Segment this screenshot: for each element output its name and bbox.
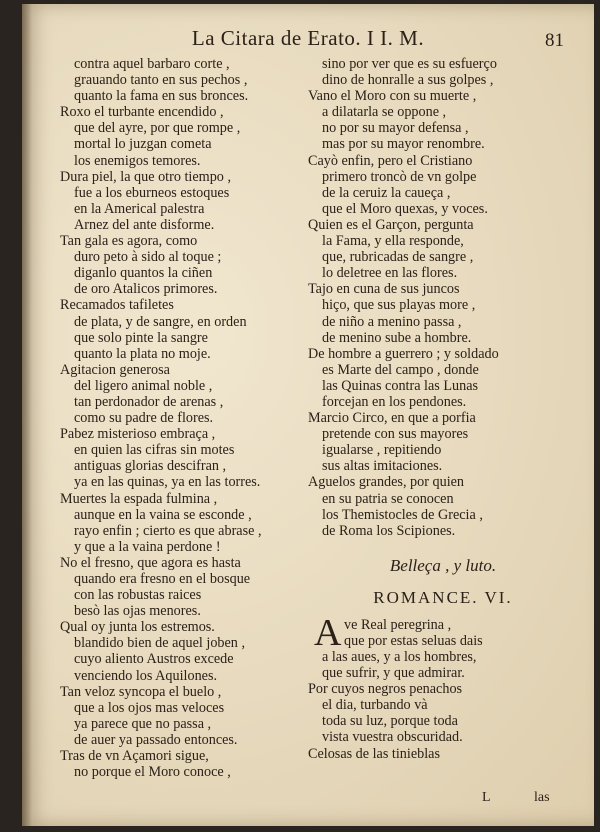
verse-line: y que a la vaina perdone ! [74, 538, 221, 555]
verse-line: las Quinas contra las Lunas [322, 377, 479, 394]
verse-line: ya parece que no passa , [74, 715, 212, 732]
verse-line: con las robustas raices [74, 587, 202, 604]
verse-line: que el Moro quexas, y voces. [322, 200, 488, 217]
verse-line: ya en las quinas, ya en las torres. [74, 474, 261, 491]
verse-line: como su padre de flores. [74, 410, 214, 427]
page-number: 81 [545, 30, 564, 51]
verse-line: aunque en la vaina se esconde , [74, 506, 252, 523]
verse-line: del ligero animal noble , [74, 377, 213, 394]
verse-line: que a los ojos mas veloces [74, 699, 225, 716]
verse-line: los Themistocles de Grecia , [322, 506, 483, 523]
verse-line: sino por ver que es su esfuerço [322, 56, 497, 72]
verse-line: ve Real peregrina , [344, 616, 452, 633]
verse-line: el dia, turbando và [322, 697, 428, 714]
verse-line: mortal lo juzgan cometa [74, 136, 212, 153]
verse-line: la Fama, y ella responde, [322, 233, 464, 250]
verse-line: de auer ya passado entonces. [74, 731, 238, 748]
verse-line: antiguas glorias descifran , [74, 458, 227, 475]
verse-line: que sufrir, y que admirar. [322, 665, 465, 682]
verse-line: De hombre a guerrero ; y soldado [308, 345, 499, 362]
book-page [22, 4, 594, 826]
dropcap-block [308, 611, 578, 654]
verse-line: Marcio Circo, en que a porfia [308, 410, 476, 427]
verse-line: cuyo aliento Austros excede [74, 651, 234, 668]
verse-line: vista vuestra obscuridad. [322, 729, 463, 746]
running-title: La Citara de Erato. I I. M. [191, 26, 425, 50]
verse-line: Aguelos grandes, por quien [308, 474, 465, 491]
right-column-verses [308, 56, 578, 539]
verse-line: en la Americal palestra [74, 200, 205, 217]
verse-line: primero troncò de vn golpe [322, 168, 477, 185]
verse-line: hiço, que sus playas more , [322, 297, 476, 314]
verse-line: tan perdonador de arenas , [74, 393, 224, 410]
verse-line: de oro Atalicos primores. [74, 281, 218, 298]
verse-line: a dilatarla se oppone , [322, 104, 447, 121]
verse-line: fue a los eburneos estoques [74, 184, 230, 201]
verse-line: de menino sube a hombre. [322, 329, 472, 346]
verse-line: Celosas de las tinieblas [308, 745, 440, 762]
verse-line: en su patria se conocen [322, 490, 454, 507]
verse-line: Por cuyos negros penachos [308, 681, 463, 698]
verse-line: toda su luz, porque toda [322, 713, 458, 730]
verse-line: Tajo en cuna de sus juncos [308, 281, 460, 298]
verse-line: forcejan en los pendones. [322, 393, 467, 410]
verse-line: pretende con sus mayores [322, 426, 469, 443]
verse-line: a las aues, y a los hombres, [322, 649, 477, 665]
verse-line: Dura piel, la que otro tiempo , [60, 168, 231, 185]
verse-line: Quien es el Garçon, pergunta [308, 216, 474, 233]
verse-line: que por estas seluas dais [344, 632, 483, 649]
verse-line: Tan veloz syncopa el buelo , [60, 683, 222, 700]
verse-line: que solo pinte la sangre [74, 329, 208, 346]
verse-line: venciendo los Aquilones. [74, 667, 218, 684]
verse-line: igualarse , repitiendo [322, 442, 442, 459]
verse-line: es Marte del campo , donde [322, 361, 479, 378]
verse-line: de niño a menino passa , [322, 313, 462, 330]
verse-line: No el fresno, que agora es hasta [60, 554, 241, 571]
verse-line: Agitacion generosa [60, 361, 170, 378]
verse-line: besò las ojas menores. [74, 603, 201, 620]
verse-line: mas por su mayor renombre. [322, 136, 485, 153]
verse-line: rayo enfin ; cierto es que abrase , [74, 522, 262, 539]
verse-line: Roxo el turbante encendido , [60, 104, 224, 121]
verse-line: de la ceruiz la caueça , [322, 184, 451, 201]
right-column-romance-verses [308, 649, 578, 762]
section-title: Belleça , y luto. [389, 555, 497, 575]
verse-line: lo deletree en las flores. [322, 265, 458, 282]
verse-line: Qual oy junta los estremos. [60, 619, 215, 636]
verse-line: grauando tanto en sus pechos , [74, 72, 248, 89]
verse-line: dino de honralle a sus golpes , [322, 72, 494, 89]
verse-line: Tras de vn Açamori sigue, [60, 748, 209, 765]
verse-line: en quien las cifras sin motes [74, 442, 235, 459]
verse-line: no porque el Moro conoce , [74, 764, 231, 781]
verse-line: Cayò enfin, pero el Cristiano [308, 152, 473, 169]
verse-line: diganlo quantos la ciñen [74, 265, 213, 282]
left-column [60, 56, 310, 780]
right-column [308, 56, 578, 762]
verse-line: Vano el Moro con su muerte , [308, 88, 477, 105]
verse-line: de plata, y de sangre, en orden [74, 313, 247, 330]
dropcap-letter: A [314, 611, 342, 654]
catchword: las [534, 790, 550, 805]
verse-line: los enemigos temores. [74, 152, 201, 169]
verse-line: Tan gala es agora, como [60, 233, 198, 250]
verse-line: duro peto à sido al toque ; [74, 249, 222, 266]
signature-mark: L [482, 790, 491, 805]
romance-heading: ROMANCE. VI. [373, 587, 513, 607]
verse-line: no por su mayor defensa , [322, 120, 469, 137]
verse-line: Recamados tafiletes [60, 297, 174, 314]
verse-line: que del ayre, por que rompe , [74, 120, 241, 137]
verse-line: quanto la fama en sus bronces. [74, 88, 249, 105]
verse-line: contra aquel barbaro corte , [74, 56, 230, 72]
verse-line: de Roma los Scipiones. [322, 522, 456, 539]
verse-line: sus altas imitaciones. [322, 458, 443, 475]
verse-line: que, rubricadas de sangre , [322, 249, 474, 266]
verse-line: Arnez del ante disforme. [74, 216, 215, 233]
verse-line: Muertes la espada fulmina , [60, 490, 218, 507]
verse-line: quando era fresno en el bosque [74, 571, 251, 587]
verse-line: blandido bien de aquel joben , [74, 635, 245, 652]
verse-line: quanto la plata no moje. [74, 345, 211, 362]
verse-line: Pabez misterioso embraça , [60, 426, 216, 443]
gutter-shadow [22, 4, 32, 826]
